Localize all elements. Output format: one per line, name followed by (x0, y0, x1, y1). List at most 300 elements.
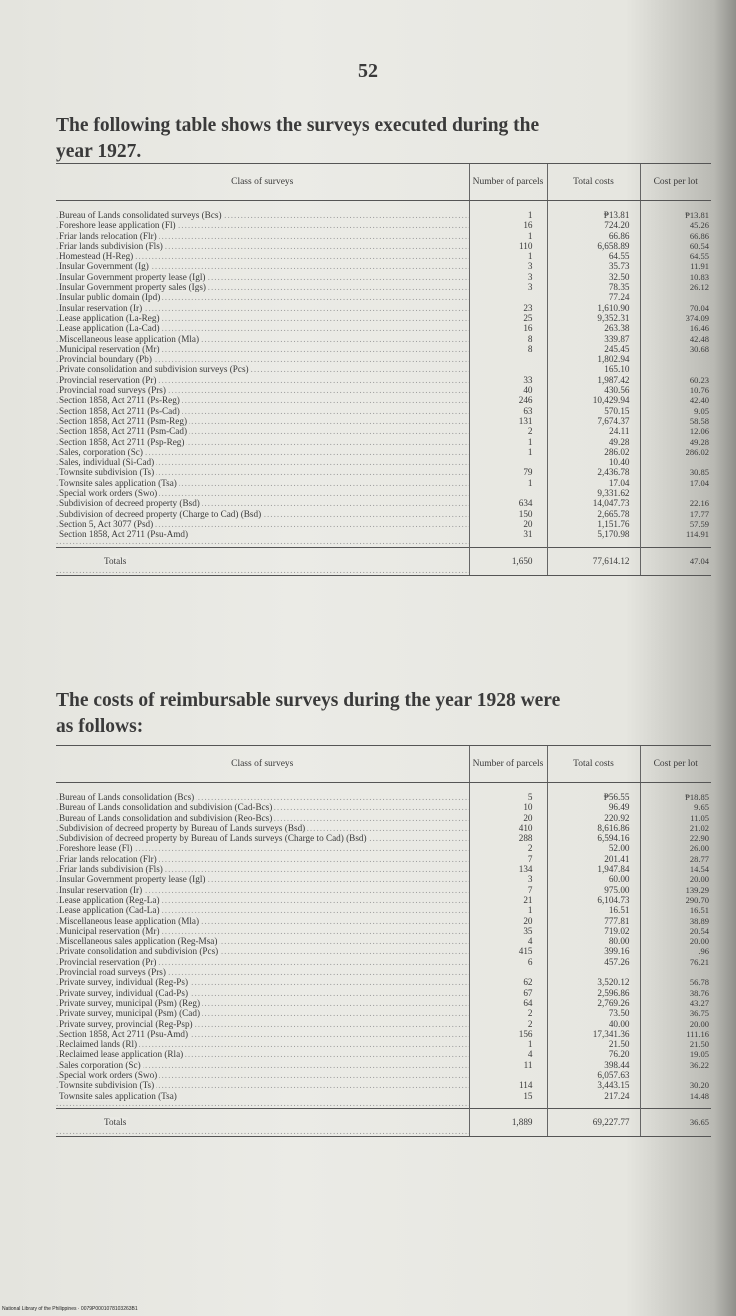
total-cost-cell: 76.20 (547, 1049, 640, 1059)
survey-class-cell (56, 802, 469, 812)
table-row (56, 854, 711, 864)
totals-label-text: Totals (104, 1116, 127, 1127)
table-row (56, 1049, 711, 1059)
survey-class-cell (56, 457, 469, 467)
survey-class-label: Lease application (Reg-La) (59, 894, 160, 905)
survey-class-label: Section 5, Act 3077 (Psd) (59, 518, 154, 529)
parcels-cell: 79 (469, 467, 547, 477)
total-cost-cell: 7,674.37 (547, 416, 640, 426)
total-cost-cell: 16.51 (547, 905, 640, 915)
parcels-cell: 3 (469, 272, 547, 282)
table-row (56, 813, 711, 823)
survey-class-cell (56, 488, 469, 498)
surveys-1927-table (56, 163, 711, 576)
total-cost-cell: 286.02 (547, 447, 640, 457)
cost-per-lot-cell: 111.16 (640, 1029, 711, 1039)
survey-class-cell (56, 241, 469, 251)
survey-class-cell (56, 1070, 469, 1080)
survey-class-cell (56, 344, 469, 354)
cost-per-lot-cell: 30.20 (640, 1080, 711, 1090)
survey-class-label: Municipal reservation (Mr) (59, 925, 160, 936)
survey-class-label: Lease application (La-Reg) (59, 312, 160, 323)
survey-class-label: Homestead (H-Reg) (59, 251, 134, 262)
table-row (56, 457, 711, 467)
survey-class-label: Section 1858, Act 2711 (Psm-Cad) (59, 426, 188, 437)
cost-per-lot-cell (640, 354, 711, 364)
survey-class-cell (56, 323, 469, 333)
table-row (56, 344, 711, 354)
total-cost-cell: 17.04 (547, 478, 640, 488)
column-header-class: Class of surveys (56, 164, 469, 201)
table-row (56, 1091, 711, 1109)
cost-per-lot-cell (640, 364, 711, 374)
survey-class-label: Townsite sales application (Tsa) (59, 1090, 177, 1101)
parcels-cell: 150 (469, 509, 547, 519)
cost-per-lot-cell: 21.50 (640, 1039, 711, 1049)
parcels-cell: 4 (469, 1049, 547, 1059)
cost-per-lot-cell: 14.54 (640, 864, 711, 874)
parcels-cell: 62 (469, 977, 547, 987)
column-header-unit: Cost per lot (640, 746, 711, 783)
table-row (56, 364, 711, 374)
survey-class-cell (56, 1060, 469, 1070)
parcels-cell: 20 (469, 813, 547, 823)
total-cost-cell: 40.00 (547, 1019, 640, 1029)
total-cost-cell: 975.00 (547, 885, 640, 895)
table-row (56, 385, 711, 395)
table-row (56, 426, 711, 436)
cost-per-lot-cell: 374.09 (640, 313, 711, 323)
parcels-cell: 7 (469, 854, 547, 864)
total-cost-cell: ₱56.55 (547, 783, 640, 803)
totals-row (56, 1108, 711, 1136)
parcels-cell: 114 (469, 1080, 547, 1090)
survey-class-label: Insular Government property lease (Igl) (59, 874, 206, 885)
cost-per-lot-cell: 30.68 (640, 344, 711, 354)
survey-class-label: Sales corporation (Sc) (59, 1059, 141, 1070)
totals-row (56, 547, 711, 575)
survey-class-label: Subdivision of decreed property (Charge to Cad) (Bsd) (59, 508, 262, 519)
cost-per-lot-cell (640, 1070, 711, 1080)
table-row (56, 334, 711, 344)
table-row (56, 395, 711, 405)
survey-class-label: Bureau of Lands consolidation (Bcs) (59, 792, 195, 802)
cost-per-lot-cell: ₱18.85 (640, 783, 711, 803)
total-cost-cell: 10,429.94 (547, 395, 640, 405)
cost-per-lot-cell: 66.86 (640, 231, 711, 241)
table-row (56, 936, 711, 946)
survey-class-cell (56, 1029, 469, 1039)
totals-cost: 69,227.77 (547, 1108, 640, 1136)
total-cost-cell: 66.86 (547, 231, 640, 241)
survey-class-label: Reclaimed lease application (Rla) (59, 1049, 184, 1060)
column-header-unit: Cost per lot (640, 164, 711, 201)
survey-class-label: Municipal reservation (Mr) (59, 343, 160, 354)
cost-per-lot-cell: 290.70 (640, 895, 711, 905)
cost-per-lot-cell: 26.12 (640, 282, 711, 292)
total-cost-cell: 2,769.26 (547, 998, 640, 1008)
cost-per-lot-cell: 30.85 (640, 467, 711, 477)
cost-per-lot-cell: 21.02 (640, 823, 711, 833)
total-cost-cell: 430.56 (547, 385, 640, 395)
table-row (56, 509, 711, 519)
survey-class-label: Section 1858, Act 2711 (Psu-Amd) (59, 1028, 189, 1039)
table-row (56, 272, 711, 282)
table-row (56, 231, 711, 241)
parcels-cell: 1 (469, 1039, 547, 1049)
totals-cost-per-lot: 36.65 (640, 1108, 711, 1136)
table-row (56, 375, 711, 385)
survey-class-label: Private survey, individual (Cad-Ps) (59, 987, 189, 998)
table-row (56, 988, 711, 998)
cost-per-lot-cell: 58.58 (640, 416, 711, 426)
survey-class-cell (56, 272, 469, 282)
table-row (56, 905, 711, 915)
survey-class-cell (56, 936, 469, 946)
survey-class-cell (56, 231, 469, 241)
survey-class-label: Insular reservation (Ir) (59, 884, 143, 895)
survey-class-cell (56, 529, 469, 547)
parcels-cell: 415 (469, 946, 547, 956)
total-cost-cell: 10.40 (547, 457, 640, 467)
cost-per-lot-cell: 45.26 (640, 220, 711, 230)
total-cost-cell: 3,520.12 (547, 977, 640, 987)
parcels-cell (469, 488, 547, 498)
cost-per-lot-cell: 20.00 (640, 1019, 711, 1029)
survey-class-label: Townsite sales application (Tsa) (59, 477, 177, 488)
parcels-cell: 64 (469, 998, 547, 1008)
survey-class-cell (56, 447, 469, 457)
parcels-cell: 156 (469, 1029, 547, 1039)
parcels-cell: 1 (469, 251, 547, 261)
total-cost-cell: 245.45 (547, 344, 640, 354)
survey-class-label: Provincial reservation (Pr) (59, 374, 157, 385)
table-row (56, 1060, 711, 1070)
table-row (56, 488, 711, 498)
parcels-cell: 8 (469, 344, 547, 354)
table-row (56, 957, 711, 967)
cost-per-lot-cell: 42.40 (640, 395, 711, 405)
survey-class-label: Townsite subdivision (Ts) (59, 1080, 155, 1091)
parcels-cell: 25 (469, 313, 547, 323)
parcels-cell: 16 (469, 323, 547, 333)
totals-label (56, 547, 469, 575)
parcels-cell: 23 (469, 303, 547, 313)
cost-per-lot-cell: 16.51 (640, 905, 711, 915)
total-cost-cell: 399.16 (547, 946, 640, 956)
survey-class-cell (56, 509, 469, 519)
table-row (56, 802, 711, 812)
table-row (56, 292, 711, 302)
survey-class-label: Special work orders (Swo) (59, 1070, 158, 1081)
total-cost-cell: 14,047.73 (547, 498, 640, 508)
parcels-cell: 6 (469, 957, 547, 967)
table-row (56, 864, 711, 874)
total-cost-cell: 724.20 (547, 220, 640, 230)
survey-class-cell (56, 1091, 469, 1109)
parcels-cell (469, 292, 547, 302)
total-cost-cell: 201.41 (547, 854, 640, 864)
survey-class-label: Insular Government property lease (Igl) (59, 271, 206, 282)
parcels-cell: 7 (469, 885, 547, 895)
survey-class-cell (56, 416, 469, 426)
survey-class-label: Private survey, individual (Reg-Ps) (59, 977, 189, 988)
survey-class-cell (56, 385, 469, 395)
survey-class-cell (56, 843, 469, 853)
table-row (56, 998, 711, 1008)
survey-class-label: Sales, corporation (Sc) (59, 446, 143, 457)
survey-class-label: Provincial road surveys (Prs) (59, 967, 166, 978)
column-header-parcels: Number of parcels (469, 746, 547, 783)
survey-class-label: Townsite subdivision (Ts) (59, 467, 155, 478)
survey-class-cell (56, 854, 469, 864)
table-row (56, 406, 711, 416)
survey-class-label: Section 1858, Act 2711 (Ps-Reg) (59, 395, 180, 406)
total-cost-cell: 2,436.78 (547, 467, 640, 477)
table-row (56, 874, 711, 884)
cost-per-lot-cell: 22.16 (640, 498, 711, 508)
survey-class-cell (56, 823, 469, 833)
survey-class-label: Friar lands subdivision (Fls) (59, 864, 163, 875)
surveys-1928-table (56, 745, 711, 1137)
parcels-cell: 634 (469, 498, 547, 508)
survey-class-label: Foreshore lease (Fl) (59, 843, 133, 854)
library-footer: National Library of the Philippines · 0079P0001078103263B1 (2, 1306, 138, 1312)
column-header-parcels: Number of parcels (469, 164, 547, 201)
table-row (56, 926, 711, 936)
survey-class-label: Insular public domain (Ipd) (59, 292, 161, 303)
survey-class-cell (56, 406, 469, 416)
survey-class-cell (56, 261, 469, 271)
parcels-cell: 8 (469, 334, 547, 344)
parcels-cell: 11 (469, 1060, 547, 1070)
table-row (56, 323, 711, 333)
table-row (56, 1008, 711, 1018)
total-cost-cell: 165.10 (547, 364, 640, 374)
parcels-cell: 1 (469, 478, 547, 488)
cost-per-lot-cell: 43.27 (640, 998, 711, 1008)
totals-cost: 77,614.12 (547, 547, 640, 575)
survey-class-cell (56, 354, 469, 364)
survey-class-label: Private survey, municipal (Psm) (Cad) (59, 1008, 201, 1019)
table-row (56, 467, 711, 477)
table-row (56, 303, 711, 313)
parcels-cell: 1 (469, 437, 547, 447)
parcels-cell (469, 1070, 547, 1080)
survey-class-cell (56, 251, 469, 261)
parcels-cell: 15 (469, 1091, 547, 1109)
parcels-cell (469, 457, 547, 467)
survey-class-cell (56, 282, 469, 292)
table-row (56, 833, 711, 843)
table-row (56, 1039, 711, 1049)
survey-class-cell (56, 874, 469, 884)
total-cost-cell: ₱13.81 (547, 201, 640, 221)
cost-per-lot-cell: 70.04 (640, 303, 711, 313)
parcels-cell: 134 (469, 864, 547, 874)
survey-class-label: Subdivision of decreed property (Bsd) (59, 498, 200, 509)
survey-class-label: Lease application (La-Cad) (59, 323, 160, 334)
total-cost-cell: 2,665.78 (547, 509, 640, 519)
survey-class-label: Friar lands relocation (Flr) (59, 230, 157, 241)
cost-per-lot-cell: 20.00 (640, 936, 711, 946)
parcels-cell (469, 364, 547, 374)
total-cost-cell: 77.24 (547, 292, 640, 302)
cost-per-lot-cell: 49.28 (640, 437, 711, 447)
total-cost-cell: 6,658.89 (547, 241, 640, 251)
table-row (56, 447, 711, 457)
survey-class-cell (56, 334, 469, 344)
total-cost-cell: 8,616.86 (547, 823, 640, 833)
survey-class-label: Reclaimed lands (Rl) (59, 1039, 138, 1050)
survey-class-cell (56, 201, 469, 221)
parcels-cell: 2 (469, 1019, 547, 1029)
parcels-cell: 3 (469, 282, 547, 292)
cost-per-lot-cell: 42.48 (640, 334, 711, 344)
parcels-cell: 2 (469, 426, 547, 436)
cost-per-lot-cell: 16.46 (640, 323, 711, 333)
table-row (56, 843, 711, 853)
cost-per-lot-cell: 9.65 (640, 802, 711, 812)
total-cost-cell: 5,170.98 (547, 529, 640, 547)
table-row (56, 220, 711, 230)
table-row (56, 201, 711, 221)
parcels-cell: 1 (469, 905, 547, 915)
survey-class-cell (56, 926, 469, 936)
survey-class-cell (56, 895, 469, 905)
survey-class-label: Miscellaneous sales application (Reg-Msa) (59, 936, 218, 947)
survey-class-label: Bureau of Lands consolidation and subdivision (Reo-Bcs) (59, 812, 273, 823)
total-cost-cell: 49.28 (547, 437, 640, 447)
survey-class-cell (56, 375, 469, 385)
parcels-cell: 31 (469, 529, 547, 547)
parcels-cell: 20 (469, 519, 547, 529)
survey-class-cell (56, 303, 469, 313)
total-cost-cell: 96.49 (547, 802, 640, 812)
parcels-cell: 20 (469, 916, 547, 926)
parcels-cell: 16 (469, 220, 547, 230)
total-cost-cell: 339.87 (547, 334, 640, 344)
column-header-cost: Total costs (547, 164, 640, 201)
parcels-cell: 110 (469, 241, 547, 251)
cost-per-lot-cell (640, 967, 711, 977)
cost-per-lot-cell: 60.54 (640, 241, 711, 251)
total-cost-cell: 24.11 (547, 426, 640, 436)
survey-class-cell (56, 1080, 469, 1090)
table-row (56, 354, 711, 364)
cost-per-lot-cell: 22.90 (640, 833, 711, 843)
cost-per-lot-cell: 64.55 (640, 251, 711, 261)
total-cost-cell: 777.81 (547, 916, 640, 926)
survey-class-label: Friar lands subdivision (Fls) (59, 240, 163, 251)
survey-class-label: Foreshore lease application (Fl) (59, 220, 176, 231)
survey-class-cell (56, 220, 469, 230)
total-cost-cell: 1,987.42 (547, 375, 640, 385)
survey-class-cell (56, 967, 469, 977)
cost-per-lot-cell: 19.05 (640, 1049, 711, 1059)
total-cost-cell: 60.00 (547, 874, 640, 884)
totals-parcels: 1,650 (469, 547, 547, 575)
survey-class-label: Miscellaneous lease application (Mla) (59, 915, 200, 926)
parcels-cell: 1 (469, 447, 547, 457)
table-row (56, 1080, 711, 1090)
cost-per-lot-cell: 10.76 (640, 385, 711, 395)
table-row (56, 783, 711, 803)
cost-per-lot-cell: 26.00 (640, 843, 711, 853)
survey-class-label: Private consolidation and subdivision (Pcs) (59, 946, 219, 957)
parcels-cell: 410 (469, 823, 547, 833)
totals-cost-per-lot: 47.04 (640, 547, 711, 575)
table-row (56, 977, 711, 987)
cost-per-lot-cell: 38.76 (640, 988, 711, 998)
cost-per-lot-cell: 56.78 (640, 977, 711, 987)
survey-class-label: Bureau of Lands consolidation and subdivision (Cad-Bcs) (59, 802, 273, 813)
cost-per-lot-cell: 286.02 (640, 447, 711, 457)
survey-class-cell (56, 783, 469, 803)
survey-class-cell (56, 957, 469, 967)
parcels-cell: 2 (469, 843, 547, 853)
survey-class-label: Section 1858, Act 2711 (Ps-Cad) (59, 405, 180, 416)
cost-per-lot-cell: 10.83 (640, 272, 711, 282)
total-cost-cell: 9,352.31 (547, 313, 640, 323)
table-row (56, 529, 711, 547)
survey-class-cell (56, 437, 469, 447)
total-cost-cell: 17,341.36 (547, 1029, 640, 1039)
survey-class-label: Section 1858, Act 2711 (Psm-Reg) (59, 415, 188, 426)
survey-class-label: Insular reservation (Ir) (59, 302, 143, 313)
cost-per-lot-cell: 60.23 (640, 375, 711, 385)
table-row (56, 437, 711, 447)
table-row (56, 967, 711, 977)
survey-class-label: Special work orders (Swo) (59, 488, 158, 499)
survey-class-cell (56, 519, 469, 529)
total-cost-cell: 6,594.16 (547, 833, 640, 843)
survey-class-cell (56, 292, 469, 302)
total-cost-cell: 719.02 (547, 926, 640, 936)
totals-parcels: 1,889 (469, 1108, 547, 1136)
parcels-cell: 2 (469, 1008, 547, 1018)
table-header-row (56, 164, 711, 201)
cost-per-lot-cell: 12.06 (640, 426, 711, 436)
total-cost-cell: 9,331.62 (547, 488, 640, 498)
total-cost-cell: 1,151.76 (547, 519, 640, 529)
survey-class-cell (56, 1008, 469, 1018)
total-cost-cell: 80.00 (547, 936, 640, 946)
survey-class-label: Private survey, municipal (Psm) (Reg) (59, 997, 201, 1008)
survey-class-cell (56, 498, 469, 508)
table-row (56, 519, 711, 529)
table-row (56, 946, 711, 956)
survey-class-cell (56, 998, 469, 1008)
survey-class-label: Provincial reservation (Pr) (59, 956, 157, 967)
total-cost-cell: 3,443.15 (547, 1080, 640, 1090)
total-cost-cell: 6,104.73 (547, 895, 640, 905)
survey-class-cell (56, 1049, 469, 1059)
totals-label-text: Totals (104, 555, 127, 566)
survey-class-cell (56, 813, 469, 823)
totals-label (56, 1108, 469, 1136)
survey-class-label: Sales, individual (Si-Cad) (59, 457, 155, 468)
table-row (56, 916, 711, 926)
survey-class-cell (56, 313, 469, 323)
survey-class-label: Insular Government property sales (Igs) (59, 282, 206, 293)
parcels-cell: 131 (469, 416, 547, 426)
table-row (56, 241, 711, 251)
cost-per-lot-cell: 114.91 (640, 529, 711, 547)
cost-per-lot-cell: 11.91 (640, 261, 711, 271)
parcels-cell: 21 (469, 895, 547, 905)
table-row (56, 498, 711, 508)
